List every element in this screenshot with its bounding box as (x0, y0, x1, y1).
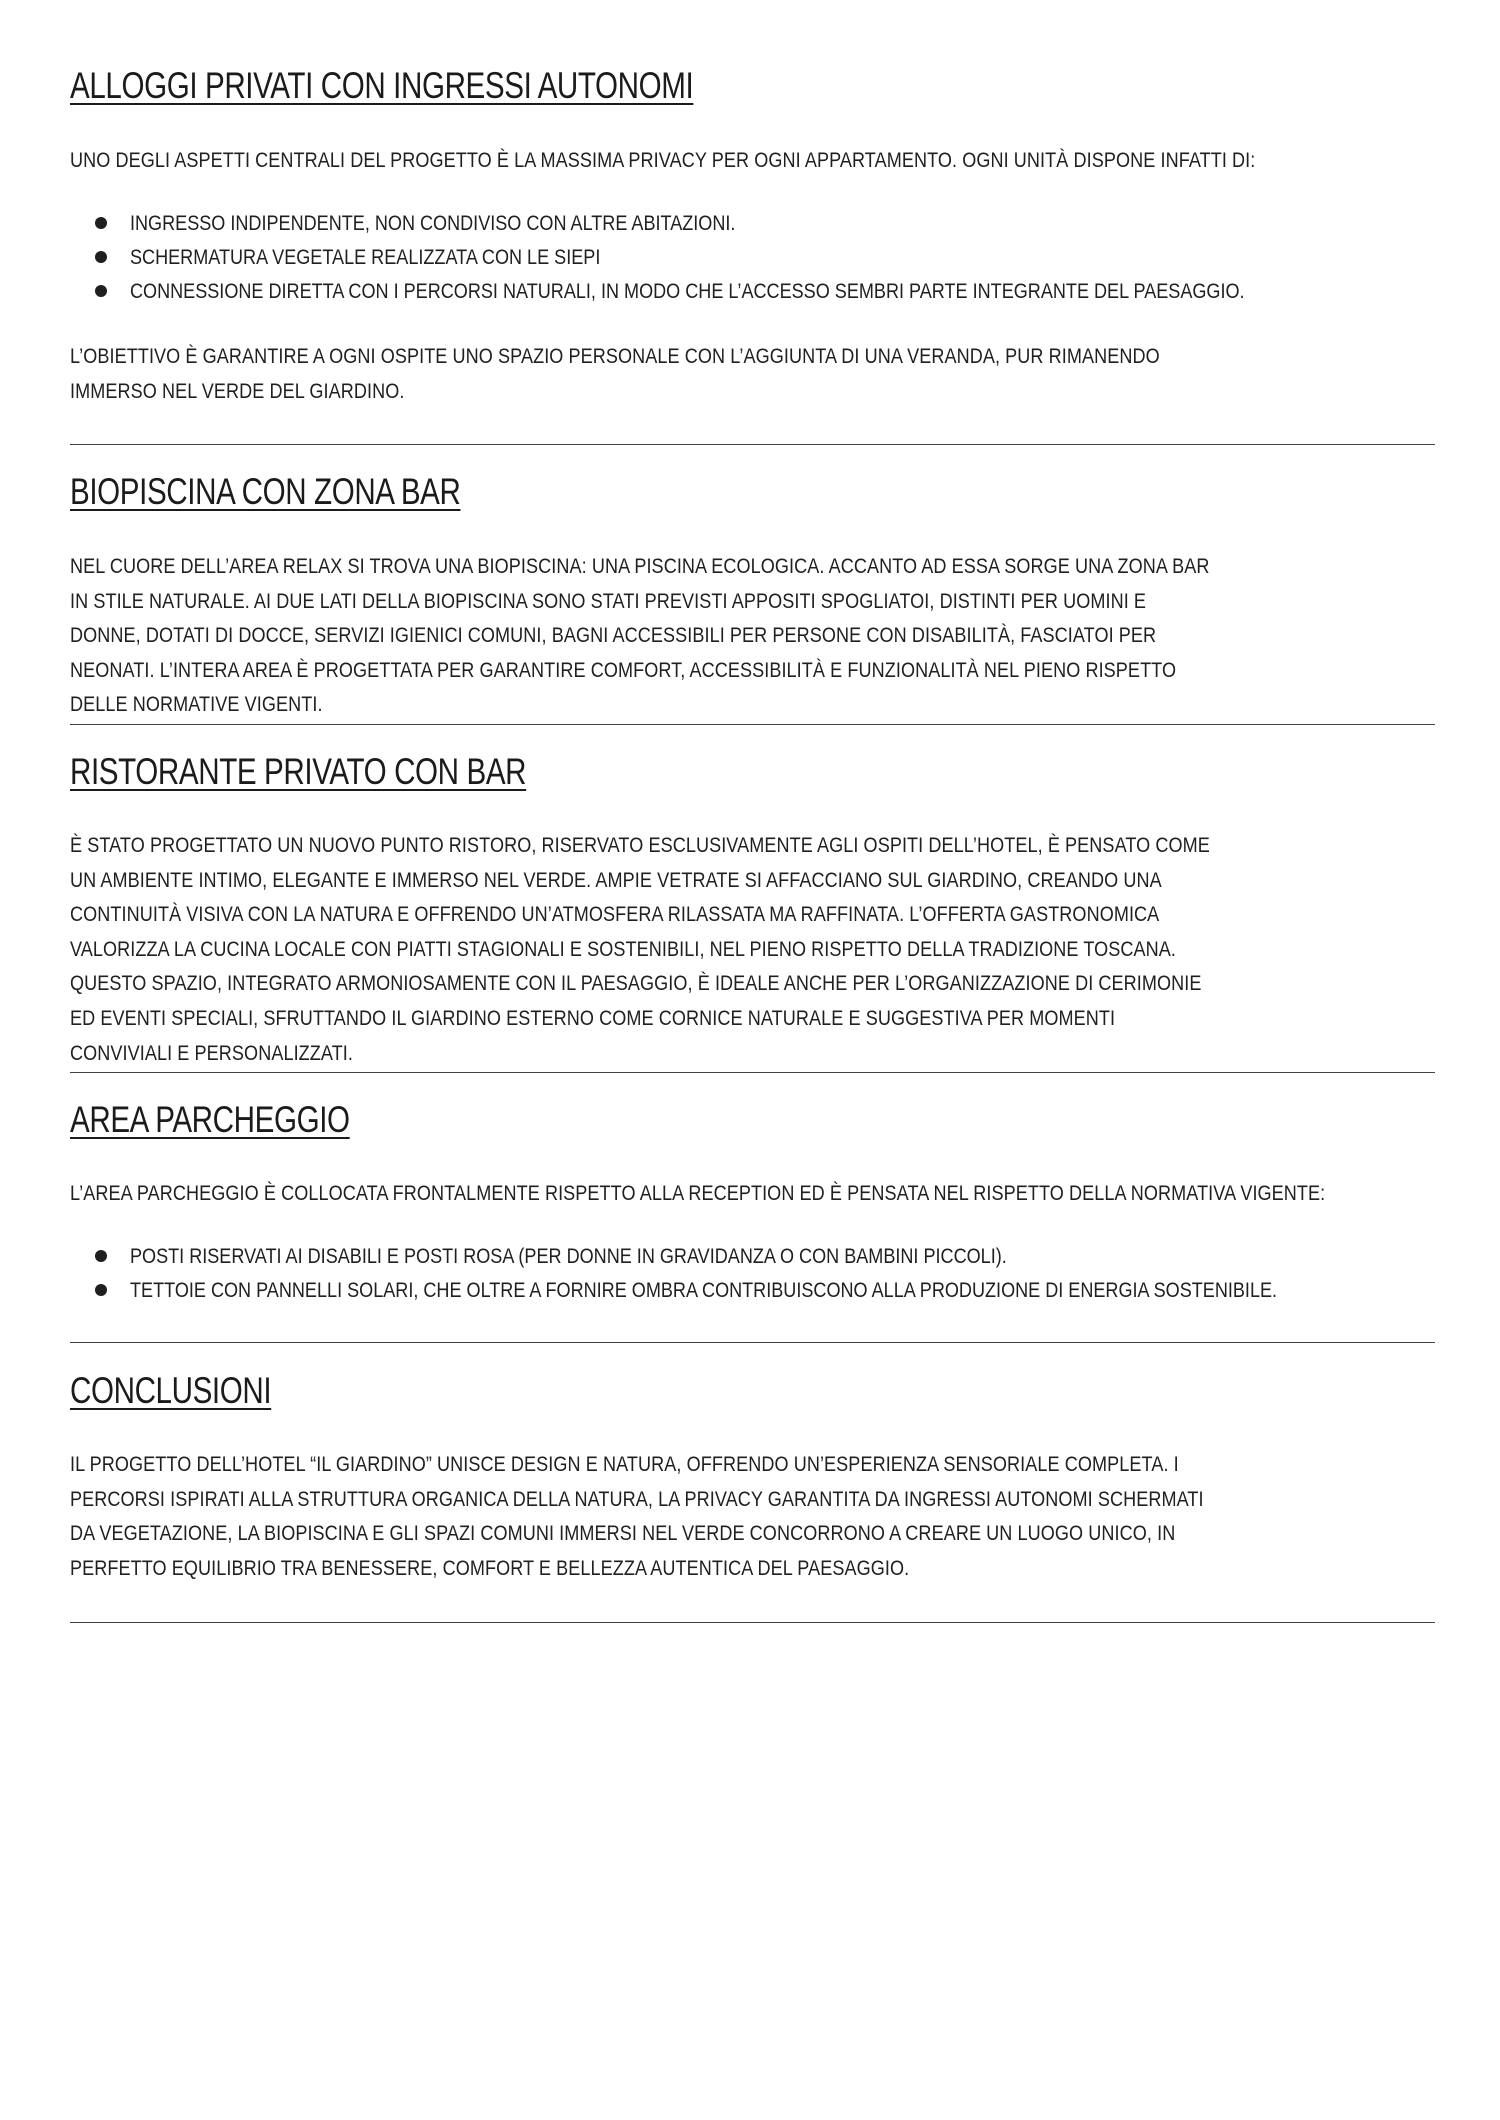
bullet-icon (95, 1284, 107, 1296)
list-item (70, 206, 1435, 240)
section-body: IL PROGETTO DELL’HOTEL “IL GIARDINO” UNISCE DESIGN E NATURA, OFFRENDO UN’ESPERIENZA SENSORIALE COMPLETA. I PERCORSI ISPIRATI ALLA STRUTTURA ORGANICA DELLA NATURA, LA PRIVACY GARANTITA DA INGRESSI AUTONOMI SCHERMATI DA VEGETAZIONE, LA BIOPISCINA E GLI SPAZI COMUNI IMMERSI NEL VERDE CONCORRONO A CREARE UN LUOGO UNICO, IN PERFETTO EQUILIBRIO TRA BENESSERE, COMFORT E BELLEZZA AUTENTICA DEL PAESAGGIO. (70, 1452, 1204, 1580)
section-restaurant (70, 748, 640, 796)
list-item-text: TETTOIE CON PANNELLI SOLARI, CHE OLTRE A FORNIRE OMBRA CONTRIBUISCONO ALLA PRODUZIONE DI ENERGIA SOSTENIBILE. (130, 1278, 1278, 1302)
bullet-icon (95, 251, 107, 263)
section-intro-wrap (70, 143, 1435, 178)
bullet-icon (95, 285, 107, 297)
section-intro-wrap (70, 1176, 1435, 1211)
list-item-text: SCHERMATURA VEGETALE REALIZZATA CON LE SIEPI (130, 245, 601, 269)
list-item (70, 240, 1435, 274)
section-title: BIOPISCINA CON ZONA BAR (70, 471, 461, 512)
section-intro: L’AREA PARCHEGGIO È COLLOCATA FRONTALMENTE RISPETTO ALLA RECEPTION ED È PENSATA NEL RISPETTO DELLA NORMATIVA VIGENTE: (70, 1181, 1326, 1205)
section-body: È STATO PROGETTATO UN NUOVO PUNTO RISTORO, RISERVATO ESCLUSIVAMENTE AGLI OSPITI DELL’HOTEL, È PENSATO COME UN AMBIENTE INTIMO, ELEGANTE E IMMERSO NEL VERDE. AMPIE VETRATE SI AFFACCIANO SUL GIARDINO, CREANDO UNA CONTINUITÀ VISIVA CON LA NATURA E OFFRENDO UN’ATMOSFERA RILASSATA MA RAFFINATA. L’OFFERTA GASTRONOMICA VALORIZZA LA CUCINA LOCALE CON PIATTI STAGIONALI E SOSTENIBILI, NEL PIENO RISPETTO DELLA TRADIZIONE TOSCANA. QUESTO SPAZIO, INTEGRATO ARMONIOSAMENTE CON IL PAESAGGIO, È IDEALE ANCHE PER L’ORGANIZZAZIONE DI CERIMONIE ED EVENTI SPECIALI, SFRUTTANDO IL GIARDINO ESTERNO COME CORNICE NATURALE E SUGGESTIVA PER MOMENTI CONVIVIALI E PERSONALIZZATI. (70, 833, 1210, 1065)
list-item-text: INGRESSO INDIPENDENTE, NON CONDIVISO CON ALTRE ABITAZIONI. (130, 211, 736, 235)
section-intro: UNO DEGLI ASPETTI CENTRALI DEL PROGETTO È LA MASSIMA PRIVACY PER OGNI APPARTAMENTO. OGNI UNITÀ DISPONE INFATTI DI: (70, 148, 1256, 172)
section-title: AREA PARCHEGGIO (70, 1099, 350, 1140)
section-title: RISTORANTE PRIVATO CON BAR (70, 751, 527, 792)
section-body-wrap (70, 549, 1218, 722)
section-divider (70, 444, 1435, 445)
bullet-list (70, 206, 1435, 308)
section-body: NEL CUORE DELL’AREA RELAX SI TROVA UNA BIOPISCINA: UNA PISCINA ECOLOGICA. ACCANTO AD ESSA SORGE UNA ZONA BAR IN STILE NATURALE. AI DUE LATI DELLA BIOPISCINA SONO STATI PREVISTI APPOSITI SPOGLIATOI, DISTINTI PER UOMINI E DONNE, DOTATI DI DOCCE, SERVIZI IGIENICI COMUNI, BAGNI ACCESSIBILI PER PERSONE CON DISABILITÀ, FASCIATOI PER NEONATI. L’INTERA AREA È PROGETTATA PER GARANTIRE COMFORT, ACCESSIBILITÀ E FUNZIONALITÀ NEL PIENO RISPETTO DELLE NORMATIVE VIGENTI. (70, 554, 1210, 717)
bullet-icon (95, 217, 107, 229)
list-item (70, 1239, 1435, 1273)
list-item-text: POSTI RISERVATI AI DISABILI E POSTI ROSA (PER DONNE IN GRAVIDANZA O CON BAMBINI PICCOLI). (130, 1244, 1007, 1268)
section-title: CONCLUSIONI (70, 1370, 272, 1411)
section-biopool (70, 468, 558, 516)
section-conclusions (70, 1367, 321, 1415)
section-private-lodgings (70, 62, 849, 110)
list-item (70, 274, 1435, 308)
bullet-list (70, 1239, 1435, 1307)
section-divider (70, 1072, 1435, 1073)
bullet-icon (95, 1250, 107, 1262)
section-body-wrap (70, 1447, 1218, 1585)
list-item (70, 1273, 1435, 1307)
section-outro: L’OBIETTIVO È GARANTIRE A OGNI OSPITE UNO SPAZIO PERSONALE CON L’AGGIUNTA DI UNA VERANDA, PUR RIMANENDO IMMERSO NEL VERDE DEL GIARDINO. (70, 344, 1160, 403)
section-title: ALLOGGI PRIVATI CON INGRESSI AUTONOMI (70, 65, 694, 106)
section-outro-wrap (70, 339, 1218, 408)
list-item-text: CONNESSIONE DIRETTA CON I PERCORSI NATURALI, IN MODO CHE L’ACCESSO SEMBRI PARTE INTEGRANTE DEL PAESAGGIO. (130, 279, 1245, 303)
section-divider (70, 1622, 1435, 1623)
section-divider (70, 1342, 1435, 1343)
section-body-wrap (70, 828, 1218, 1070)
section-divider (70, 724, 1435, 725)
section-parking (70, 1096, 420, 1144)
